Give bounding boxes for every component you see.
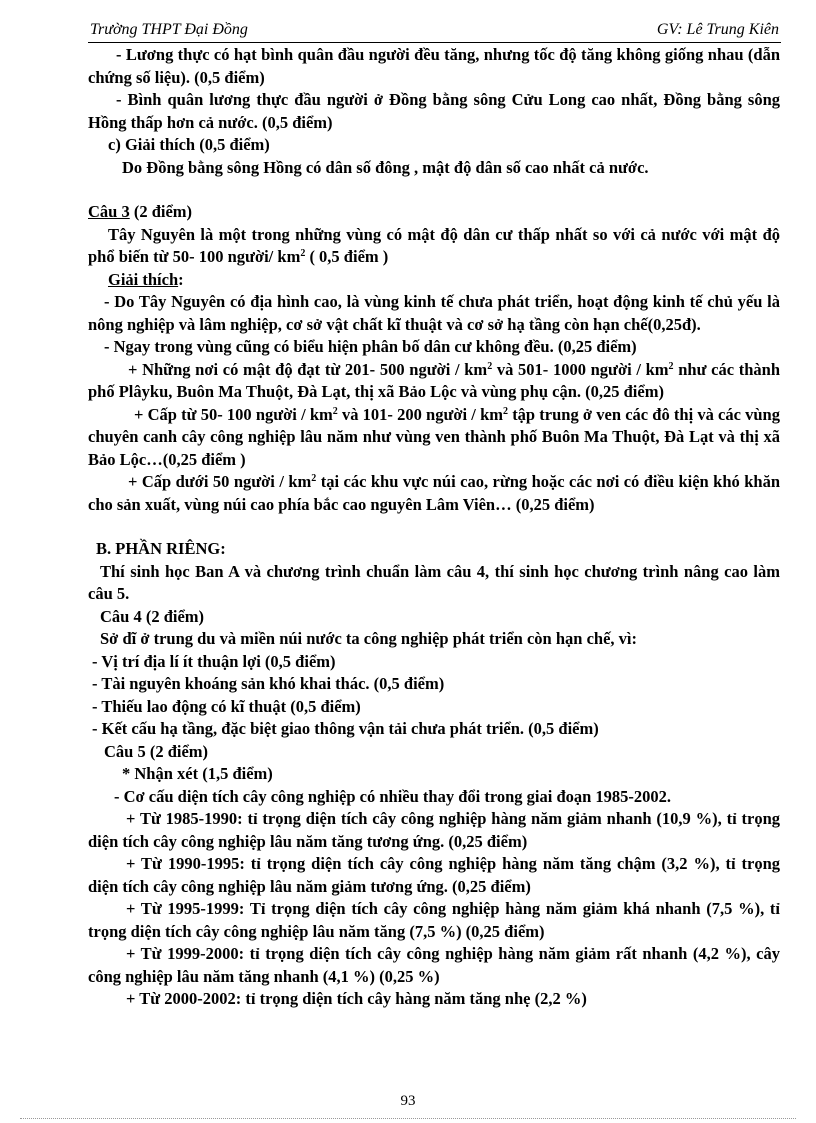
paragraph: Tây Nguyên là một trong những vùng có mật độ dân cư thấp nhất so với cả nước với mật độ phổ biến từ 50- 100 người/ $km^2$ ( 0,5 điểm )	[88, 224, 780, 266]
question-5-heading: Câu 5 (2 điểm)	[104, 741, 209, 761]
subsection-heading: * Nhận xét (1,5 điểm)	[122, 764, 273, 783]
subsection-heading: c) Giải thích (0,5 điểm)	[108, 135, 270, 154]
page-number: 93	[400, 1093, 416, 1109]
page-header	[88, 20, 781, 43]
question-3-label: Câu 3	[88, 202, 130, 221]
paragraph: Thí sinh học Ban A và chương trình chuẩn làm câu 4, thí sinh học chương trình nâng cao làm câu 5.	[88, 561, 780, 603]
footer-divider	[20, 1118, 796, 1119]
paragraph: - Cơ cấu diện tích cây công nghiệp có nhiều thay đổi trong giai đoạn 1985-2002.	[114, 786, 672, 806]
paragraph: - Lương thực có hạt bình quân đầu người đều tăng, nhưng tốc độ tăng không giống nhau (dẫn chứng số liệu). (0,5 điểm)	[88, 45, 780, 87]
section-b-heading: B. PHẦN RIÊNG:	[96, 539, 226, 558]
question-4-heading: Câu 4 (2 điểm)	[100, 606, 205, 626]
list-item: - Kết cấu hạ tầng, đặc biệt giao thông vận tải chưa phát triển. (0,5 điểm)	[92, 719, 599, 738]
paragraph: - Do Tây Nguyên có địa hình cao, là vùng kinh tế chưa phát triển, hoạt động kinh tế chủ yếu là nông nghiệp và lâm nghiệp, cơ sở vật chất kĩ thuật và cơ sở hạ tầng còn hạn chế(0,25đ).	[88, 292, 780, 334]
header-teacher: GV: Lê Trung Kiên	[656, 21, 779, 38]
question-3-points: (2 điểm)	[129, 202, 193, 221]
paragraph: + Từ 1990-1995: tỉ trọng diện tích cây công nghiệp hàng năm tăng chậm (3,2 %), tỉ trọng diện tích cây công nghiệp lâu năm giảm tương ứng. (0,25 điểm)	[88, 854, 780, 896]
document-body	[88, 44, 780, 1011]
paragraph: + Từ 1995-1999: Tỉ trọng diện tích cây công nghiệp hàng năm giảm khá nhanh (7,5 %), tỉ trọng diện tích cây công nghiệp lâu năm tăng (7,5 %) (0,25 điểm)	[88, 899, 780, 941]
list-item: - Vị trí địa lí ít thuận lợi (0,5 điểm)	[92, 651, 336, 671]
paragraph: + Từ 1985-1990: tỉ trọng diện tích cây công nghiệp hàng năm giảm nhanh (10,9 %), tỉ trọng diện tích cây công nghiệp lâu năm tăng tương ứng. (0,25 điểm)	[88, 809, 780, 851]
paragraph: Sở dĩ ở trung du và miền núi nước ta công nghiệp phát triển còn hạn chế, vì:	[100, 629, 637, 648]
paragraph: + Từ 2000-2002: tỉ trọng diện tích cây hàng năm tăng nhẹ (2,2 %)	[126, 989, 587, 1008]
header-school: Trường THPT Đại Đồng	[90, 21, 248, 38]
paragraph: - Ngay trong vùng cũng có biểu hiện phân bố dân cư không đều. (0,25 điểm)	[104, 337, 637, 356]
question-3-heading	[88, 201, 780, 224]
paragraph: + Những nơi có mật độ đạt từ 201- 500 người / $km^2$ và 501- 1000 người / $km^2$ như các thành phố Plâyku, Buôn Ma Thuột, Đà Lạt, thị xã Bảo Lộc và vùng phụ cận. (0,25 điểm)	[88, 359, 780, 401]
list-item: - Thiếu lao động có kĩ thuật (0,5 điểm)	[92, 696, 361, 716]
explanation-heading: Giải thích:	[108, 269, 184, 289]
paragraph: + Cấp dưới 50 người / $km^2$ tại các khu vực núi cao, rừng hoặc các nơi có điều kiện khó khăn cho sản xuất, vùng núi cao phía bắc cao nguyên Lâm Viên… (0,25 điểm)	[88, 472, 780, 514]
paragraph: Do Đồng bằng sông Hồng có dân số đông , mật độ dân số cao nhất cả nước.	[122, 157, 649, 177]
paragraph: + Cấp từ 50- 100 người / $km^2$ và 101- 200 người / $km^2$ tập trung ở ven các đô thị và các vùng chuyên canh cây công nghiệp lâu năm như vùng ven thành phố Buôn Ma Thuột, Đà Lạt và thị xã Bảo Lộc…(0,25 điểm )	[88, 404, 780, 469]
paragraph: - Bình quân lương thực đầu người ở Đồng bằng sông Cửu Long cao nhất, Đồng bằng sông Hồng thấp hơn cả nước. (0,5 điểm)	[88, 90, 780, 132]
list-item: - Tài nguyên khoáng sản khó khai thác. (0,5 điểm)	[92, 674, 445, 693]
paragraph: + Từ 1999-2000: tỉ trọng diện tích cây công nghiệp hàng năm giảm rất nhanh (4,2 %), cây công nghiệp lâu năm tăng nhanh (4,1 %) (0,25 %)	[88, 944, 780, 986]
